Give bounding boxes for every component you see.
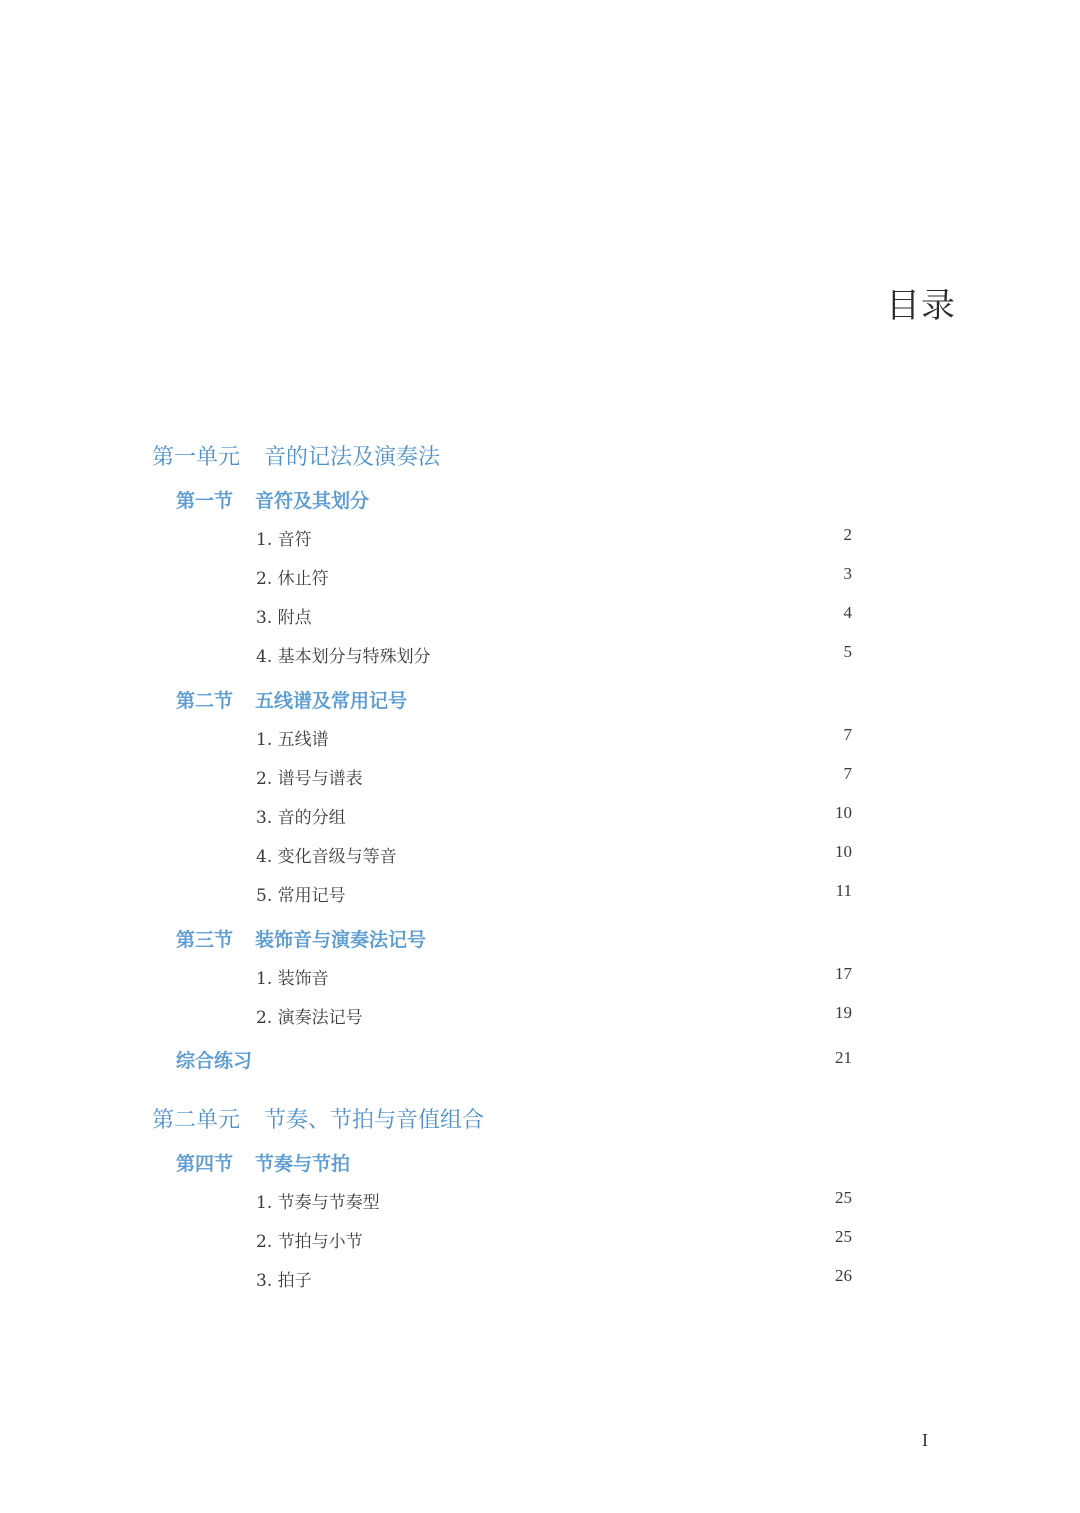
toc-entry[interactable] [256, 642, 852, 667]
entry-label: 3. 拍子 [256, 1271, 312, 1291]
unit-heading-1[interactable] [152, 440, 440, 471]
toc-entry[interactable] [256, 525, 852, 550]
toc-entry[interactable] [256, 725, 852, 750]
entry-page: 10 [835, 842, 852, 861]
section-heading-3[interactable] [176, 925, 426, 952]
toc-entry[interactable] [256, 1003, 852, 1028]
entry-page: 26 [835, 1266, 852, 1285]
section-heading-2[interactable] [176, 686, 407, 713]
entry-label: 2. 休止符 [256, 569, 329, 589]
section-heading-1[interactable] [176, 486, 369, 513]
entry-page: 3 [843, 564, 852, 583]
toc-entry[interactable] [256, 1227, 852, 1252]
toc-entry[interactable] [256, 1266, 852, 1291]
entry-page: 19 [835, 1003, 852, 1022]
entry-page: 4 [843, 603, 852, 622]
entry-page: 17 [835, 964, 852, 983]
entry-page: 10 [835, 803, 852, 822]
section-title: 节奏与节拍 [255, 1153, 351, 1175]
unit-title: 音的记法及演奏法 [264, 445, 441, 470]
entry-page: 25 [835, 1227, 852, 1246]
entry-page: 7 [843, 725, 852, 744]
entry-label: 2. 谱号与谱表 [256, 769, 363, 789]
page-title: 目录 [886, 286, 956, 326]
entry-label: 1. 音符 [256, 530, 312, 550]
entry-label: 1. 装饰音 [256, 969, 329, 989]
section-title: 五线谱及常用记号 [255, 690, 408, 712]
entry-page: 11 [835, 881, 852, 900]
entry-page: 7 [843, 764, 852, 783]
exercise-entry[interactable] [176, 1046, 852, 1073]
section-number: 第三节 [176, 929, 234, 951]
entry-label: 1. 节奏与节奏型 [256, 1193, 380, 1213]
entry-label: 3. 附点 [256, 608, 312, 628]
entry-label: 2. 节拍与小节 [256, 1232, 363, 1252]
toc-entry[interactable] [256, 564, 852, 589]
toc-entry[interactable] [256, 842, 852, 867]
toc-entry[interactable] [256, 1188, 852, 1213]
toc-entry[interactable] [256, 764, 852, 789]
unit-number: 第一单元 [152, 445, 241, 470]
entry-page: 21 [835, 1048, 852, 1067]
unit-number: 第二单元 [152, 1108, 241, 1133]
page-number: I [922, 1430, 928, 1450]
entry-page: 25 [835, 1188, 852, 1207]
toc-entry[interactable] [256, 964, 852, 989]
section-title: 装饰音与演奏法记号 [255, 929, 427, 951]
entry-page: 2 [843, 525, 852, 544]
toc-entry[interactable] [256, 881, 852, 906]
entry-label: 1. 五线谱 [256, 730, 329, 750]
entry-label: 5. 常用记号 [256, 886, 346, 906]
entry-page: 5 [843, 642, 852, 661]
section-heading-4[interactable] [176, 1149, 350, 1176]
entry-label: 2. 演奏法记号 [256, 1008, 363, 1028]
entry-label: 3. 音的分组 [256, 808, 346, 828]
toc-entry[interactable] [256, 603, 852, 628]
toc-entry[interactable] [256, 803, 852, 828]
section-number: 第二节 [176, 690, 234, 712]
unit-heading-2[interactable] [152, 1103, 484, 1134]
entry-label: 4. 变化音级与等音 [256, 847, 397, 867]
section-number: 第一节 [176, 490, 234, 512]
section-number: 第四节 [176, 1153, 234, 1175]
exercise-label: 综合练习 [176, 1050, 253, 1072]
entry-label: 4. 基本划分与特殊划分 [256, 647, 431, 667]
unit-title: 节奏、节拍与音值组合 [264, 1108, 485, 1133]
section-title: 音符及其划分 [255, 490, 370, 512]
